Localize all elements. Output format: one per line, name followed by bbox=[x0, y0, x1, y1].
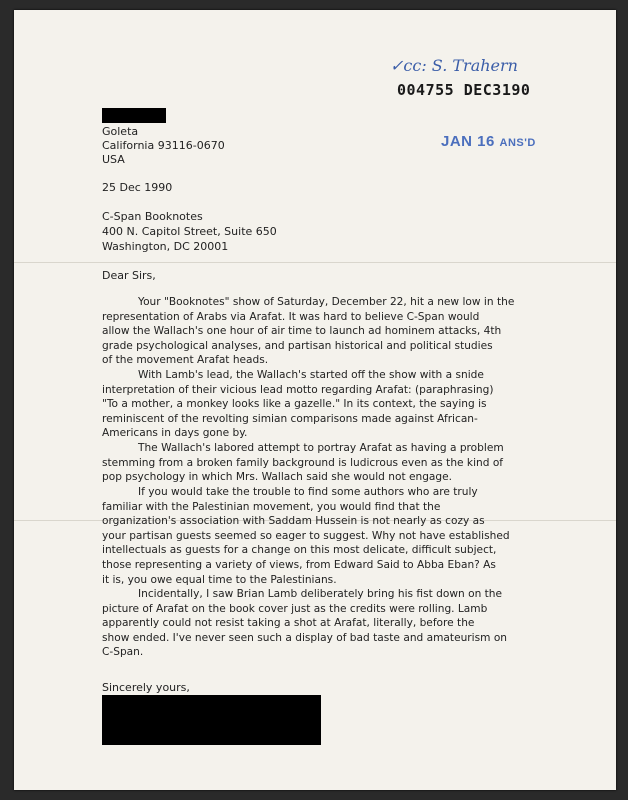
body-line: it is, you owe equal time to the Palestinians. bbox=[102, 573, 337, 586]
closing: Sincerely yours, bbox=[102, 681, 190, 694]
recipient-name: C-Span Booknotes bbox=[102, 210, 203, 223]
body-line: With Lamb's lead, the Wallach's started off the show with a snide bbox=[138, 369, 484, 381]
body-line: familiar with the Palestinian movement, you would find that the bbox=[102, 500, 441, 513]
body-paragraph-3 bbox=[102, 441, 532, 485]
body-line: reminiscent of the revolting simian comparisons made against African- bbox=[102, 412, 478, 425]
body-line: Americans in days gone by. bbox=[102, 427, 248, 440]
answered-stamp-date: JAN 16 bbox=[441, 133, 495, 150]
redacted-sender-name bbox=[102, 108, 166, 123]
body-line: your partisan guests seemed so eager to suggest. Why not have established bbox=[102, 529, 510, 542]
body-line: C-Span. bbox=[102, 646, 144, 659]
salutation: Dear Sirs, bbox=[102, 269, 156, 282]
body-line: show ended. I've never seen such a display of bad taste and amateurism on bbox=[102, 631, 508, 644]
fold-line bbox=[14, 262, 616, 263]
recipient-street: 400 N. Capitol Street, Suite 650 bbox=[102, 225, 277, 238]
answered-stamp bbox=[441, 133, 536, 150]
body-line: pop psychology in which Mrs. Wallach said she would not engage. bbox=[102, 471, 453, 484]
redacted-signature bbox=[102, 695, 321, 745]
recipient-city: Washington, DC 20001 bbox=[102, 240, 229, 253]
sender-state-zip: California 93116-0670 bbox=[102, 139, 225, 152]
letter-date: 25 Dec 1990 bbox=[102, 181, 173, 194]
sender-city: Goleta bbox=[102, 125, 139, 138]
body-line: stemming from a broken family background is ludicrous even as the kind of bbox=[102, 456, 504, 469]
body-line: intellectuals as guests for a change on this most delicate, difficult subject, bbox=[102, 544, 497, 557]
body-line: interpretation of their vicious lead motto regarding Arafat: (paraphrasing) bbox=[102, 383, 494, 396]
cc-handwritten-note: ✓cc: S. Trahern bbox=[390, 56, 518, 75]
body-line: allow the Wallach's one hour of air time to launch ad hominem attacks, 4th bbox=[102, 325, 502, 338]
body-line: representation of Arabs via Arafat. It was hard to believe C-Span would bbox=[102, 310, 480, 323]
body-line: Your "Booknotes" show of Saturday, December 22, hit a new low in the bbox=[138, 296, 515, 308]
body-line: Incidentally, I saw Brian Lamb deliberately bring his fist down on the bbox=[138, 588, 503, 600]
body-line: those representing a variety of views, from Edward Said to Abba Eban? As bbox=[102, 558, 496, 571]
body-line: grade psychological analyses, and partisan historical and political studies bbox=[102, 339, 493, 352]
body-line: The Wallach's labored attempt to portray Arafat as having a problem bbox=[138, 442, 504, 454]
sender-country: USA bbox=[102, 153, 125, 166]
received-stamp: 004755 DEC3190 bbox=[397, 81, 531, 99]
body-paragraph-4 bbox=[102, 485, 532, 587]
answered-stamp-suffix: ANS'D bbox=[499, 137, 536, 149]
body-line: picture of Arafat on the book cover just as the credits were rolling. Lamb bbox=[102, 602, 488, 615]
body-line: "To a mother, a monkey looks like a gazelle." In its context, the saying is bbox=[102, 398, 487, 411]
body-line: apparently could not resist taking a shot at Arafat, literally, before the bbox=[102, 617, 475, 630]
body-paragraph-1 bbox=[102, 295, 532, 368]
body-paragraph-5 bbox=[102, 587, 532, 660]
body-line: organization's association with Saddam Hussein is not nearly as cozy as bbox=[102, 515, 485, 528]
body-line: If you would take the trouble to find some authors who are truly bbox=[138, 486, 478, 498]
body-paragraph-2 bbox=[102, 368, 532, 441]
body-line: of the movement Arafat heads. bbox=[102, 354, 269, 367]
